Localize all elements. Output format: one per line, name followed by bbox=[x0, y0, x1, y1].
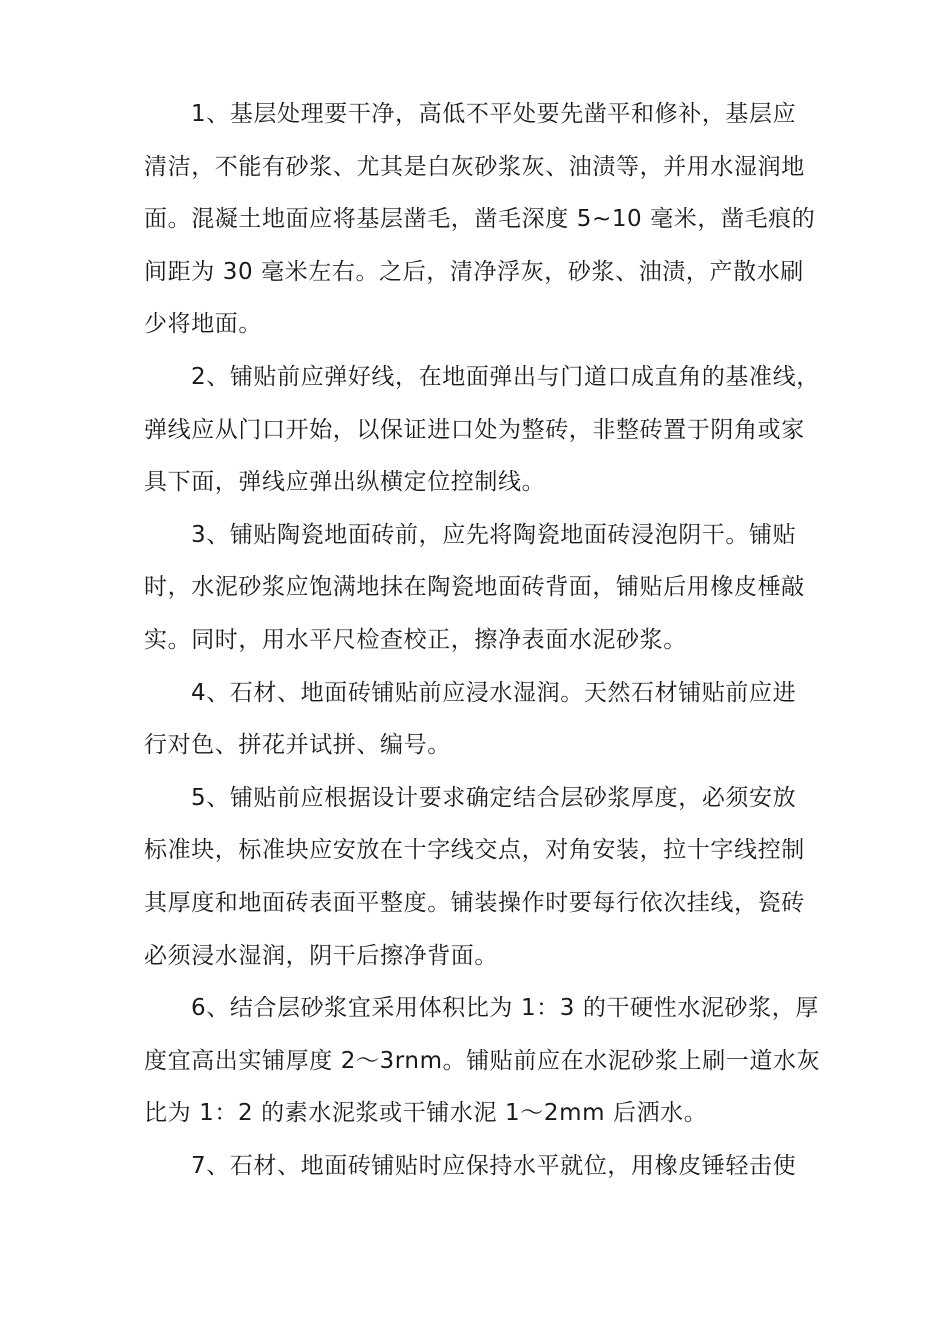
paragraph-line: 1、基层处理要干净，高低不平处要先凿平和修补，基层应 bbox=[191, 101, 797, 127]
paragraph-line: 标准块，标准块应安放在十字线交点，对角安装，拉十字线控制 bbox=[144, 837, 805, 864]
paragraph-line: 时，水泥砂浆应饱满地抹在陶瓷地面砖背面，铺贴后用橡皮棰敲 bbox=[144, 574, 805, 601]
paragraph-line: 4、石材、地面砖铺贴前应浸水湿润。天然石材铺贴前应进 bbox=[191, 679, 797, 706]
paragraph-line: 3、铺贴陶瓷地面砖前，应先将陶瓷地面砖浸泡阴干。铺贴 bbox=[191, 521, 797, 548]
paragraph-line: 比为 1：2 的素水泥浆或干铺水泥 1～2mm 后洒水。 bbox=[144, 1100, 708, 1127]
paragraph-3 bbox=[144, 509, 820, 667]
paragraph-5 bbox=[144, 772, 820, 982]
paragraph-line: 必须浸水湿润，阴干后擦净背面。 bbox=[144, 942, 498, 969]
paragraph-line: 6、结合层砂浆宜采用体积比为 1：3 的干硬性水泥砂浆，厚 bbox=[191, 995, 819, 1022]
paragraph-1 bbox=[144, 88, 820, 351]
paragraph-line: 5、铺贴前应根据设计要求确定结合层砂浆厚度，必须安放 bbox=[191, 784, 797, 811]
paragraph-2 bbox=[144, 351, 820, 509]
paragraph-line: 行对色、拼花并试拼、编号。 bbox=[144, 732, 451, 759]
paragraph-7 bbox=[144, 1140, 820, 1193]
paragraph-line: 间距为 30 毫米左右。之后，清净浮灰，砂浆、油渍，产散水刷 bbox=[144, 258, 804, 285]
paragraph-line: 少将地面。 bbox=[144, 311, 262, 338]
paragraph-line: 面。混凝土地面应将基层凿毛，凿毛深度 5~10 毫米，凿毛痕的 bbox=[144, 206, 816, 233]
paragraph-line: 7、石材、地面砖铺贴时应保持水平就位，用橡皮锤轻击使 bbox=[191, 1152, 797, 1179]
paragraph-6 bbox=[144, 982, 820, 1140]
paragraph-line: 度宜高出实铺厚度 2～3rnm。铺贴前应在水泥砂浆上刷一道水灰 bbox=[144, 1047, 821, 1074]
paragraph-line: 其厚度和地面砖表面平整度。铺装操作时要每行依次挂线，瓷砖 bbox=[144, 889, 805, 916]
paragraph-4 bbox=[144, 667, 820, 772]
paragraph-line: 实。同时，用水平尺检查校正，擦净表面水泥砂浆。 bbox=[144, 626, 687, 653]
paragraph-line: 清洁，不能有砂浆、尤其是白灰砂浆灰、油渍等，并用水湿润地 bbox=[144, 153, 805, 180]
paragraph-line: 具下面，弹线应弹出纵横定位控制线。 bbox=[144, 469, 546, 496]
paragraph-line: 弹线应从门口开始，以保证进口处为整砖，非整砖置于阴角或家 bbox=[144, 416, 805, 443]
document-body bbox=[144, 88, 820, 1192]
paragraph-line: 2、铺贴前应弹好线，在地面弹出与门道口成直角的基准线， bbox=[191, 363, 820, 390]
